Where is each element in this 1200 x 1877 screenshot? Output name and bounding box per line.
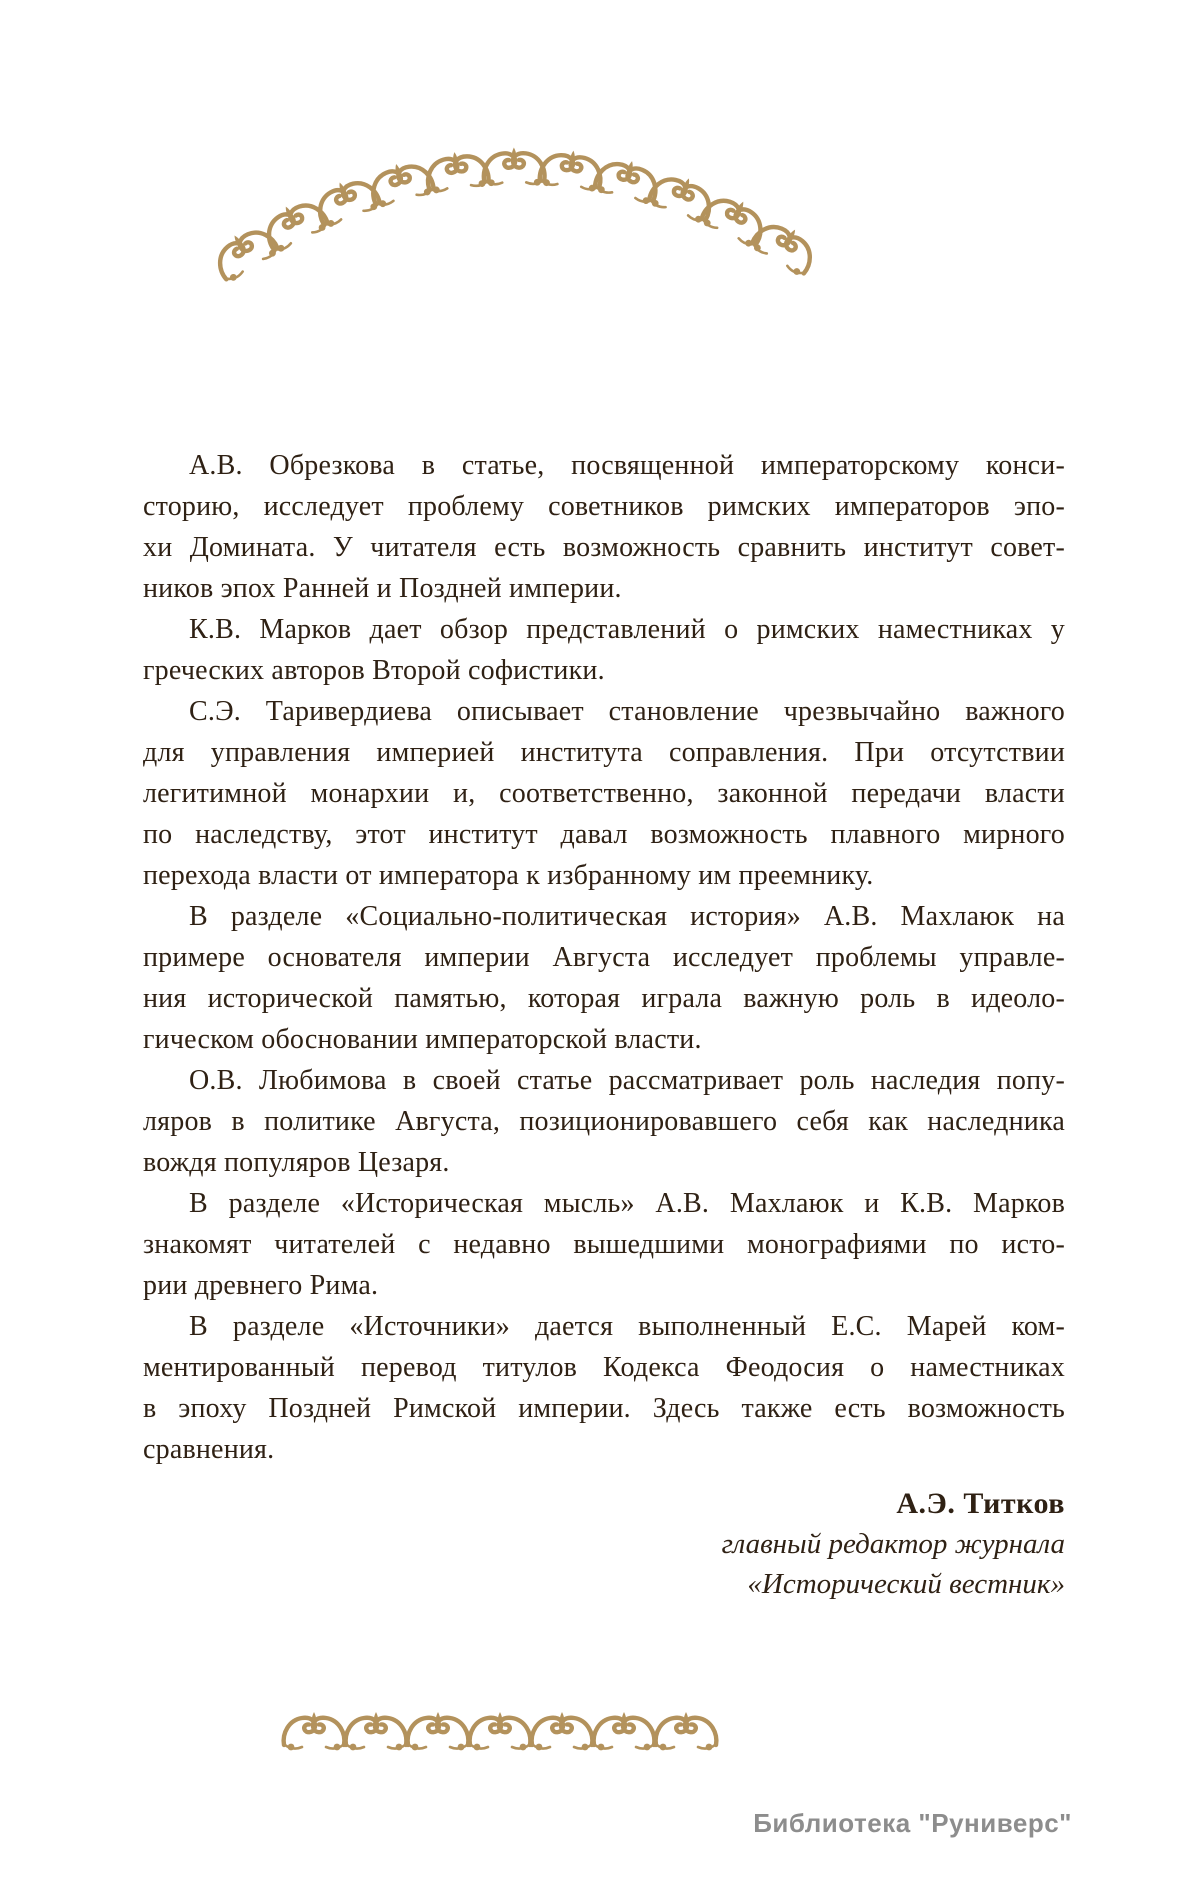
scroll-motif-icon bbox=[647, 168, 717, 225]
body-text bbox=[143, 445, 1065, 1470]
paragraph-1-line-4: ников эпох Ранней и Поздней империи. bbox=[143, 573, 622, 604]
paragraph-5-line-1: О.В. Любимова в своей статье рассматривает роль наследия попу- bbox=[189, 1065, 1065, 1096]
scroll-motif-icon bbox=[656, 1712, 717, 1750]
scroll-motif-icon bbox=[259, 193, 330, 255]
paragraph-2-line-1: К.В. Марков дает обзор представлений о римских наместниках у bbox=[189, 614, 1065, 645]
library-watermark: Библиотека "Руниверс" bbox=[753, 1808, 1072, 1838]
scroll-motif-icon bbox=[284, 1712, 345, 1750]
paragraph-1-line-2: сторию, исследует проблему советников римских императоров эпо- bbox=[143, 491, 1065, 522]
paragraph-4-line-1: В разделе «Социально-политическая история» А.В. Махлаюк на bbox=[189, 901, 1065, 932]
top-ornament bbox=[205, 132, 825, 292]
scroll-motif-icon bbox=[594, 1712, 655, 1750]
paragraph-7-line-1: В разделе «Источники» дается выполненный Е.С. Марей ком- bbox=[189, 1311, 1065, 1342]
paragraph-3-line-5: перехода власти от императора к избранному им преемнику. bbox=[143, 860, 874, 891]
scroll-motif-icon bbox=[532, 1712, 593, 1750]
scroll-motif-icon bbox=[484, 147, 545, 186]
paragraph-5-line-3: вождя популяров Цезаря. bbox=[143, 1147, 450, 1178]
paragraph-3-line-1: С.Э. Таривердиева описывает становление чрезвычайно важного bbox=[189, 696, 1065, 727]
paragraph-7-line-4: сравнения. bbox=[143, 1434, 275, 1465]
scroll-motif-icon bbox=[311, 171, 381, 229]
bottom-ornament bbox=[253, 1706, 747, 1758]
scroll-motif-icon bbox=[408, 1712, 469, 1750]
paragraph-3-line-4: по наследству, этот институт давал возможность плавного мирного bbox=[143, 819, 1065, 850]
paragraph-6-line-1: В разделе «Историческая мысль» А.В. Махлаюк и К.В. Марков bbox=[189, 1188, 1065, 1219]
signature-role-line1: главный редактор журнала bbox=[721, 1528, 1065, 1560]
paragraph-3-line-3: легитимной монархии и, соответственно, законной передачи власти bbox=[143, 778, 1065, 809]
paragraph-2-line-2: греческих авторов Второй софистики. bbox=[143, 655, 605, 686]
paragraph-6-line-3: рии древнего Рима. bbox=[143, 1270, 379, 1301]
paragraph-4-line-4: гическом обосновании императорской власти. bbox=[143, 1024, 702, 1055]
paragraph-4-line-3: ния исторической памятью, которая играла важную роль в идеоло- bbox=[143, 983, 1065, 1014]
paragraph-5-line-2: ляров в политике Августа, позиционировавшего себя как наследника bbox=[143, 1106, 1065, 1137]
paragraph-7-line-2: ментированный перевод титулов Кодекса Феодосия о наместниках bbox=[143, 1352, 1065, 1383]
scroll-motif-icon bbox=[470, 1712, 531, 1750]
signature-role-line2: «Исторический вестник» bbox=[747, 1568, 1065, 1600]
signature-name: А.Э. Титков bbox=[896, 1487, 1065, 1520]
scroll-motif-icon bbox=[346, 1712, 407, 1750]
paragraph-1-line-1: А.В. Обрезкова в статье, посвященной императорскому конси- bbox=[189, 450, 1065, 481]
signature-block bbox=[722, 1484, 1065, 1604]
scroll-motif-icon bbox=[699, 188, 770, 249]
paragraph-6-line-2: знакомят читателей с недавно вышедшими монографиями по исто- bbox=[143, 1229, 1065, 1260]
paragraph-3-line-2: для управления империей института соправления. При отсутствии bbox=[143, 737, 1065, 768]
paragraph-4-line-2: примере основателя империи Августа исследует проблемы управле- bbox=[143, 942, 1065, 973]
paragraph-7-line-3: в эпоху Поздней Римской империи. Здесь также есть возможность bbox=[143, 1393, 1065, 1424]
paragraph-1-line-3: хи Домината. У читателя есть возможность сравнить институт совет- bbox=[143, 532, 1065, 563]
